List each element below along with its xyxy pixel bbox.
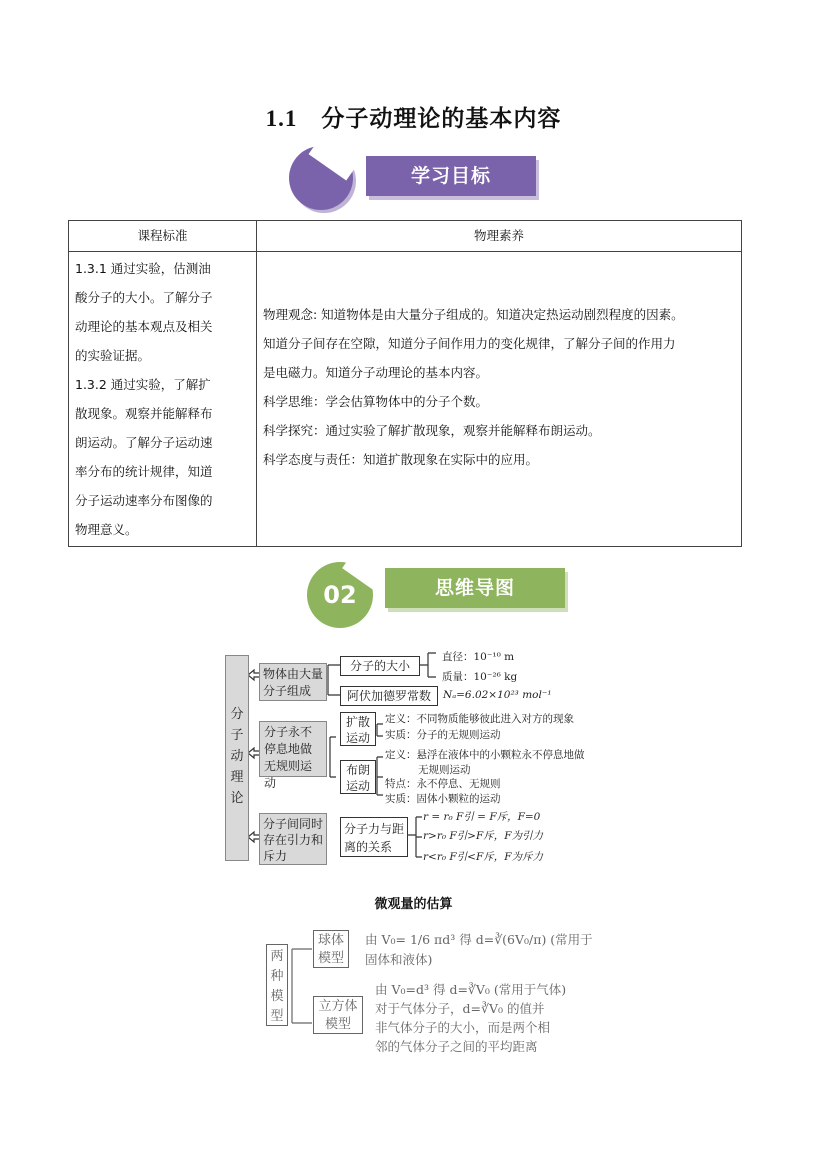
section-title: 分子动理论的基本内容 <box>321 105 562 132</box>
brownian-def-cont: 无规则运动 <box>418 764 471 776</box>
brownian-feature: 特点：永不停息、无规则 <box>385 778 501 790</box>
header-standards: 课程标准 <box>69 221 257 252</box>
brownian-node: 布朗运动 <box>340 760 376 794</box>
relation-r1: r = r₀ F引 = F斥，F=0 <box>423 811 541 823</box>
branch3-node: 分子间同时存在引力和斥力 <box>259 813 327 865</box>
goals-table <box>68 220 742 547</box>
avogadro-node: 阿伏加德罗常数 <box>340 686 438 706</box>
sphere-model-node: 球体模型 <box>313 930 349 968</box>
brownian-nature: 实质：固体小颗粒的运动 <box>385 793 501 805</box>
diffusion-nature: 实质：分子的无规则运动 <box>385 729 501 741</box>
avogadro-value: Nₐ=6.02×10²³ mol⁻¹ <box>443 689 552 701</box>
header-literacy: 物理素养 <box>257 221 742 252</box>
literacy-cell: 物理观念: 知道物体是由大量分子组成的。知道决定热运动剧烈程度的因素。 知道分子间存在空隙，知道分子间作用力的变化规律，了解分子间的作用力 是电磁力。知道分子动理论的基本内容。 科学思维：学会估算物体中的分子个数。 科学探究：通过实验了解扩散现象，观察并能解释布朗运动。 科学态度与责任：知道扩散现象在实际中的应用。 <box>257 252 742 547</box>
diffusion-node: 扩散运动 <box>340 712 376 746</box>
standards-cell: 1.3.1 通过实验，估测油 酸分子的大小。了解分子 动理论的基本观点及相关 的实验证据。 1.3.2 通过实验，了解扩 散现象。观察并能解释布 朗运动。了解分子运动速 率分布的统计规律，知道 分子运动速率分布图像的 物理意义。 <box>69 252 257 547</box>
relation-r2: r>r₀ F引>F斥，F为引力 <box>423 830 544 842</box>
banner-circle-green: 02 <box>307 562 373 628</box>
mass-text: 质量：10⁻²⁶ kg <box>442 671 518 683</box>
banner-learning-goals: 学习目标 <box>366 156 536 196</box>
diffusion-def: 定义：不同物质能够彼此进入对方的现象 <box>385 713 574 725</box>
estimate-title: 微观量的估算 <box>374 897 453 912</box>
branch2-node: 分子永不停息地做无规则运动 <box>259 721 327 777</box>
page-title <box>0 100 827 133</box>
size-node: 分子的大小 <box>340 656 420 676</box>
banner-mind-map: 思维导图 <box>385 568 565 608</box>
root-node: 分子动理论 <box>225 655 249 861</box>
relation-node: 分子力与距离的关系 <box>340 817 408 857</box>
diameter-text: 直径：10⁻¹⁰ m <box>442 651 515 663</box>
two-models-node: 两种模型 <box>266 944 288 1026</box>
relation-r3: r<r₀ F引<F斥，F为斥力 <box>423 851 544 863</box>
brownian-def: 定义：悬浮在液体中的小颗粒永不停息地做 <box>385 749 585 761</box>
cube-model-node: 立方体模型 <box>313 996 363 1034</box>
section-number: 1.1 <box>265 106 298 131</box>
cube-formula: 由 V₀=d³ 得 d=∛V₀ (常用于气体) 对于气体分子，d=∛V₀ 的值并 非气体分子的大小，而是两个相 邻的气体分子之间的平均距离 <box>375 982 567 1054</box>
sphere-formula: 由 V₀= 1/6 πd³ 得 d=∛(6V₀/π) (常用于 固体和液体) <box>365 932 593 967</box>
branch1-node: 物体由大量分子组成 <box>259 663 327 701</box>
